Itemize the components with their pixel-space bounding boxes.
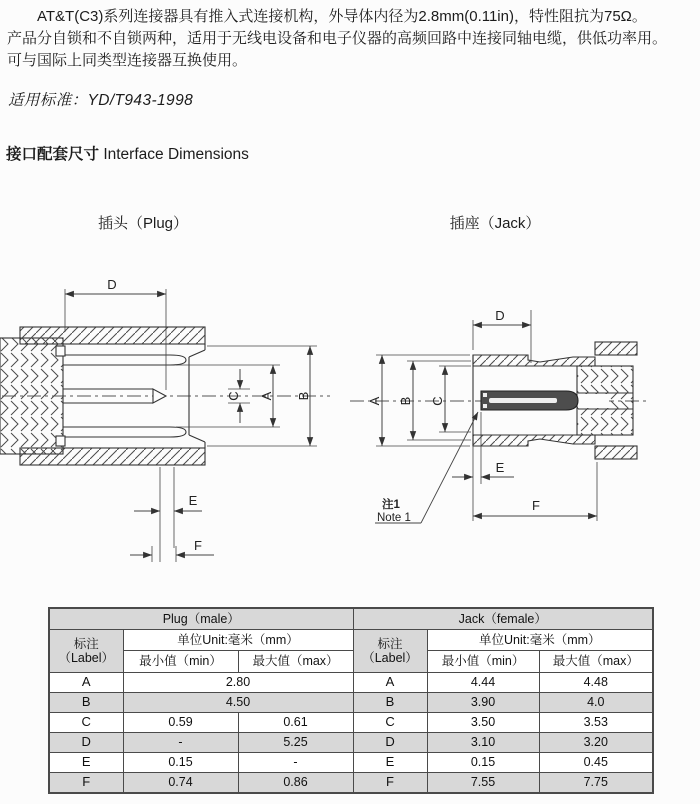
- jack-shell-top: [473, 355, 595, 366]
- plug-row-e-label: E: [49, 753, 123, 773]
- jack-row-d-label: D: [353, 733, 427, 753]
- jack-label-header-zh: 标注: [377, 636, 403, 651]
- note-leader-line: [421, 412, 478, 523]
- plug-max-header: 最大值（max）: [238, 651, 353, 673]
- plug-caption: 插头（Plug）: [97, 215, 189, 232]
- jack-row-c-max: 3.53: [539, 713, 653, 733]
- table-row-f: [49, 773, 653, 794]
- intro-line-1: AT&T(C3)系列连接器具有推入式连接机构，外导体内径为2.8mm(0.11in)，特性阻抗为75Ω。: [37, 8, 647, 25]
- plug-row-d-label: D: [49, 733, 123, 753]
- jack-dim-label-a: A: [367, 396, 382, 406]
- plug-sleeve-tip-bottom: [170, 427, 186, 437]
- plug-dim-label-d: D: [107, 277, 117, 292]
- note-label-en: Note 1: [377, 512, 411, 524]
- plug-row-c-max: 0.61: [238, 713, 353, 733]
- plug-dim-label-b: B: [296, 391, 311, 401]
- jack-row-f-min: 7.55: [427, 773, 539, 794]
- plug-row-d-min: -: [123, 733, 238, 753]
- plug-dim-label-e: E: [188, 493, 198, 508]
- plug-dim-label-a: A: [259, 391, 274, 401]
- jack-row-d-max: 3.20: [539, 733, 653, 753]
- standard-line: 适用标准：YD/T943-1998: [8, 92, 194, 109]
- jack-row-f-label: F: [353, 773, 427, 794]
- jack-flange-bottom: [595, 446, 637, 459]
- jack-row-a-min: 4.44: [427, 673, 539, 693]
- plug-min-header: 最小值（min）: [123, 651, 238, 673]
- plug-row-c-label: C: [49, 713, 123, 733]
- plug-center-pin-tip: [153, 389, 166, 403]
- table-row-e: [49, 753, 653, 773]
- plug-label-header: [49, 630, 123, 673]
- plug-cable-section: [0, 338, 63, 454]
- dimensions-table: [48, 607, 654, 794]
- note-label-zh: 注1: [382, 499, 400, 511]
- jack-min-header: 最小值（min）: [427, 651, 539, 673]
- plug-label-header-zh: 标注: [73, 636, 99, 651]
- jack-dim-label-f: F: [532, 498, 540, 513]
- plug-row-f-label: F: [49, 773, 123, 794]
- plug-row-a-value: 2.80: [123, 673, 353, 693]
- jack-dim-label-d: D: [495, 308, 505, 323]
- jack-dimensions: [375, 310, 597, 523]
- jack-label-header-en: （Label）: [362, 651, 418, 665]
- plug-row-e-min: 0.15: [123, 753, 238, 773]
- plug-dim-label-f: F: [194, 538, 202, 553]
- plug-row-a-label: A: [49, 673, 123, 693]
- plug-row-e-max: -: [238, 753, 353, 773]
- jack-row-c-min: 3.50: [427, 713, 539, 733]
- jack-row-b-min: 3.90: [427, 693, 539, 713]
- jack-max-header: 最大值（max）: [539, 651, 653, 673]
- jack-row-e-min: 0.15: [427, 753, 539, 773]
- intro-line-2: 产品分自锁和不自锁两种，适用于无线电设备和电子仪器的高频回路中连接同轴电缆，供低功率用。: [7, 30, 668, 47]
- jack-label-header: [353, 630, 427, 673]
- plug-row-b-label: B: [49, 693, 123, 713]
- jack-row-b-max: 4.0: [539, 693, 653, 713]
- plug-row-d-max: 5.25: [238, 733, 353, 753]
- plug-row-c-min: 0.59: [123, 713, 238, 733]
- table-row-d: [49, 733, 653, 753]
- jack-row-a-label: A: [353, 673, 427, 693]
- jack-row-c-label: C: [353, 713, 427, 733]
- jack-row-f-max: 7.75: [539, 773, 653, 794]
- jack-row-e-label: E: [353, 753, 427, 773]
- jack-socket-slot: [489, 398, 557, 403]
- jack-caption: 插座（Jack）: [449, 215, 541, 232]
- section-title-en: Interface Dimensions: [103, 146, 249, 163]
- table-row-a: [49, 673, 653, 693]
- jack-flange-top: [595, 342, 637, 355]
- jack-row-e-max: 0.45: [539, 753, 653, 773]
- plug-unit-header: 单位Unit:毫米（mm）: [123, 630, 353, 651]
- plug-row-b-value: 4.50: [123, 693, 353, 713]
- jack-drawing: [350, 342, 648, 459]
- plug-sleeve-tip-top: [170, 355, 186, 365]
- plug-dim-label-c: C: [226, 391, 241, 401]
- jack-row-d-min: 3.10: [427, 733, 539, 753]
- table-row-c: [49, 713, 653, 733]
- plug-table-header: Plug（male）: [49, 608, 353, 630]
- jack-unit-header: 单位Unit:毫米（mm）: [427, 630, 653, 651]
- plug-shell-bottom: [20, 448, 205, 465]
- plug-label-header-en: （Label）: [58, 651, 115, 665]
- jack-shell-bottom: [473, 435, 595, 446]
- jack-table-header: Jack（female）: [353, 608, 653, 630]
- table-row-b: [49, 693, 653, 713]
- jack-dim-label-e: E: [495, 460, 505, 475]
- section-title-zh: 接口配套尺寸: [6, 146, 100, 163]
- plug-row-f-min: 0.74: [123, 773, 238, 794]
- plug-shell-top: [20, 327, 205, 344]
- plug-drawing: [0, 327, 330, 465]
- jack-row-b-label: B: [353, 693, 427, 713]
- jack-row-a-max: 4.48: [539, 673, 653, 693]
- jack-dim-label-b: B: [398, 396, 413, 406]
- plug-row-f-max: 0.86: [238, 773, 353, 794]
- intro-line-3: 可与国际上同类型连接器互换使用。: [7, 52, 248, 69]
- jack-dim-label-c: C: [430, 396, 445, 406]
